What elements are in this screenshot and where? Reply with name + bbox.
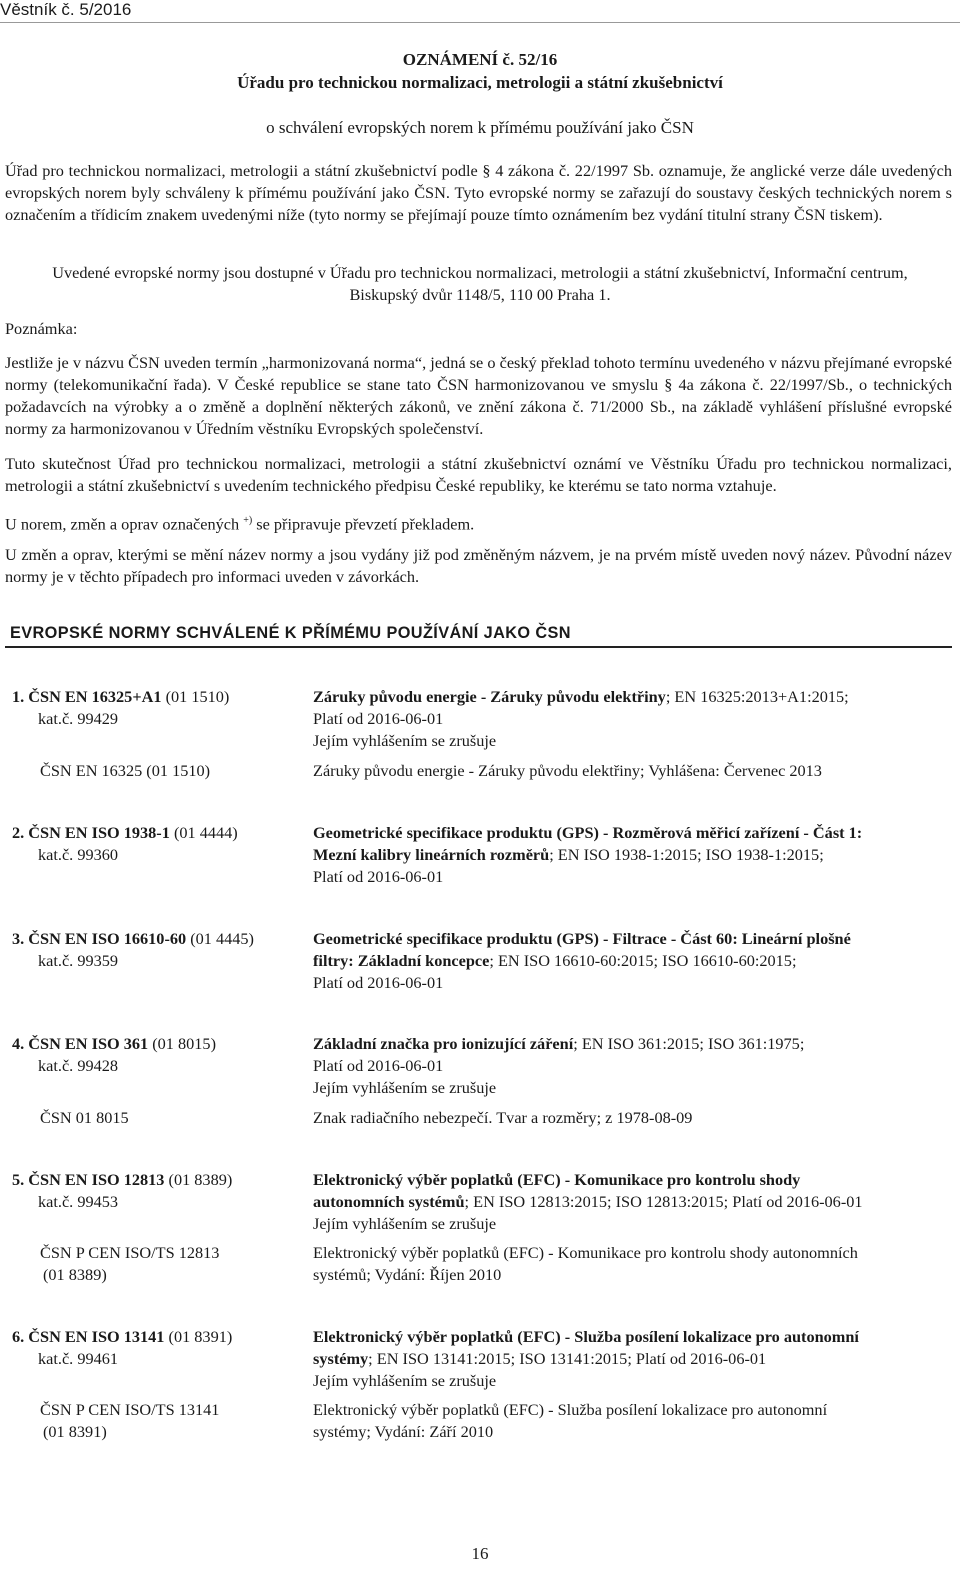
page-number: 16 xyxy=(471,1544,489,1563)
availability-paragraph: Uvedené evropské normy jsou dostupné v Úřadu pro technickou normalizaci, metrologii a státní zkušebnictví, Informační centrum, Biskupský dvůr 1148/5, 110 00 Praha 1. xyxy=(52,263,908,304)
journal-header: Věstník č. 5/2016 xyxy=(0,0,132,19)
replaced-standard: ČSN P CEN ISO/TS 13141 (01 8391) xyxy=(40,1400,220,1441)
announcement-issuer: Úřadu pro technickou normalizaci, metrologii a státní zkušebnictví xyxy=(237,73,723,92)
section-divider xyxy=(5,646,952,648)
item-description: Elektronický výběr poplatků (EFC) - Služba posílení lokalizace pro autonomní systémy; EN ISO 13141:2015; ISO 13141:2015; Platí od 2016-06-01 Jejím vyhlášením se zrušuje xyxy=(313,1327,859,1390)
list-item: 3. ČSN EN ISO 16610-60 (01 4445) kat.č. 99359 xyxy=(12,929,254,970)
note-label: Poznámka: xyxy=(5,319,78,338)
replaced-standard-title: Záruky původu energie - Záruky původu elektřiny; Vyhlášena: Červenec 2013 xyxy=(313,761,822,780)
replaced-standard: ČSN EN 16325 (01 1510) xyxy=(40,761,211,780)
list-item: 6. ČSN EN ISO 13141 (01 8391) kat.č. 99461 xyxy=(12,1327,233,1368)
announcement-subtitle: o schválení evropských norem k přímému používání jako ČSN xyxy=(266,118,694,137)
intro-paragraph: Úřad pro technickou normalizaci, metrologii a státní zkušebnictví podle § 4 zákona č. 22/1997 Sb. oznamuje, že anglické verze dále uvedených evropských norem byly schváleny k přímému používání jako ČSN. Tyto evropské normy se zařazují do soustavy českých technických norem s označením a třídicím znakem uvedenými níže (tyto normy se přejímají pouze tímto oznámením bez vydání titulní strany ČSN tiskem). xyxy=(5,161,952,224)
note-paragraph: Jestliže je v názvu ČSN uveden termín „harmonizovaná norma“, jedná se o český překlad tohoto termínu uvedeného v názvu přejímané evropské normy (telekomunikační řada). V České republice se stane tato ČSN harmonizovanou ve smyslu § 4a zákona č. 22/1997/Sb., o technických požadavcích na výrobky a o změně a doplnění některých zákonů, ve znění zákona č. 71/2000 Sb., na základě vyhlášení příslušné evropské normy za harmonizovanou v Úředním věstníku Evropských společenství. xyxy=(5,353,952,438)
replaced-standard-title: Elektronický výběr poplatků (EFC) - Služba posílení lokalizace pro autonomní systémy; Vydání: Září 2010 xyxy=(313,1400,828,1441)
item-description: Elektronický výběr poplatků (EFC) - Komunikace pro kontrolu shody autonomních systémů; EN ISO 12813:2015; ISO 12813:2015; Platí od 2016-06-01 Jejím vyhlášením se zrušuje xyxy=(313,1170,863,1233)
replaced-standard-title: Znak radiačního nebezpečí. Tvar a rozměry; z 1978-08-09 xyxy=(313,1108,693,1127)
renaming-paragraph: U změn a oprav, kterými se mění název normy a jsou vydány již pod změněným názvem, je na prvém místě uveden nový název. Původní název normy je v těchto případech pro informaci uveden v závorkách. xyxy=(5,545,952,586)
translation-paragraph: U norem, změn a oprav označených +) se připravuje převzetí překladem. xyxy=(5,514,475,534)
list-item: 5. ČSN EN ISO 12813 (01 8389) kat.č. 99453 xyxy=(12,1170,233,1211)
item-description: Geometrické specifikace produktu (GPS) - Rozměrová měřicí zařízení - Část 1: Mezní kalibry lineárních rozměrů; EN ISO 1938-1:2015; ISO 1938-1:2015; Platí od 2016-06-01 xyxy=(313,823,863,886)
list-item: 2. ČSN EN ISO 1938-1 (01 4444) kat.č. 99360 xyxy=(12,823,238,864)
announcement-title: OZNÁMENÍ č. 52/16 xyxy=(402,50,558,69)
publication-paragraph: Tuto skutečnost Úřad pro technickou normalizaci, metrologii a státní zkušebnictví oznámí ve Věstníku Úřadu pro technickou normalizaci, metrologii a státní zkušebnictví s uvedením technického předpisu České republiky, ke kterému se tato norma vztahuje. xyxy=(5,454,952,495)
item-description: Geometrické specifikace produktu (GPS) - Filtrace - Část 60: Lineární plošné filtry: Základní koncepce; EN ISO 16610-60:2015; ISO 16610-60:2015; Platí od 2016-06-01 xyxy=(313,929,851,992)
list-item: 1. ČSN EN 16325+A1 (01 1510) kat.č. 99429 xyxy=(12,687,230,728)
replaced-standard: ČSN P CEN ISO/TS 12813 (01 8389) xyxy=(40,1243,220,1284)
list-item: 4. ČSN EN ISO 361 (01 8015) kat.č. 99428 xyxy=(12,1034,216,1075)
header-divider xyxy=(0,22,960,23)
section-title: EVROPSKÉ NORMY SCHVÁLENÉ K PŘÍMÉMU POUŽÍVÁNÍ JAKO ČSN xyxy=(10,624,571,642)
item-description: Základní značka pro ionizující záření; EN ISO 361:2015; ISO 361:1975; Platí od 2016-06-01 Jejím vyhlášením se zrušuje xyxy=(313,1034,805,1097)
item-description: Záruky původu energie - Záruky původu elektřiny; EN 16325:2013+A1:2015; Platí od 2016-06-01 Jejím vyhlášením se zrušuje xyxy=(313,687,849,750)
replaced-standard: ČSN 01 8015 xyxy=(40,1108,129,1127)
replaced-standard-title: Elektronický výběr poplatků (EFC) - Komunikace pro kontrolu shody autonomních systémů; Vydání: Říjen 2010 xyxy=(313,1243,858,1284)
